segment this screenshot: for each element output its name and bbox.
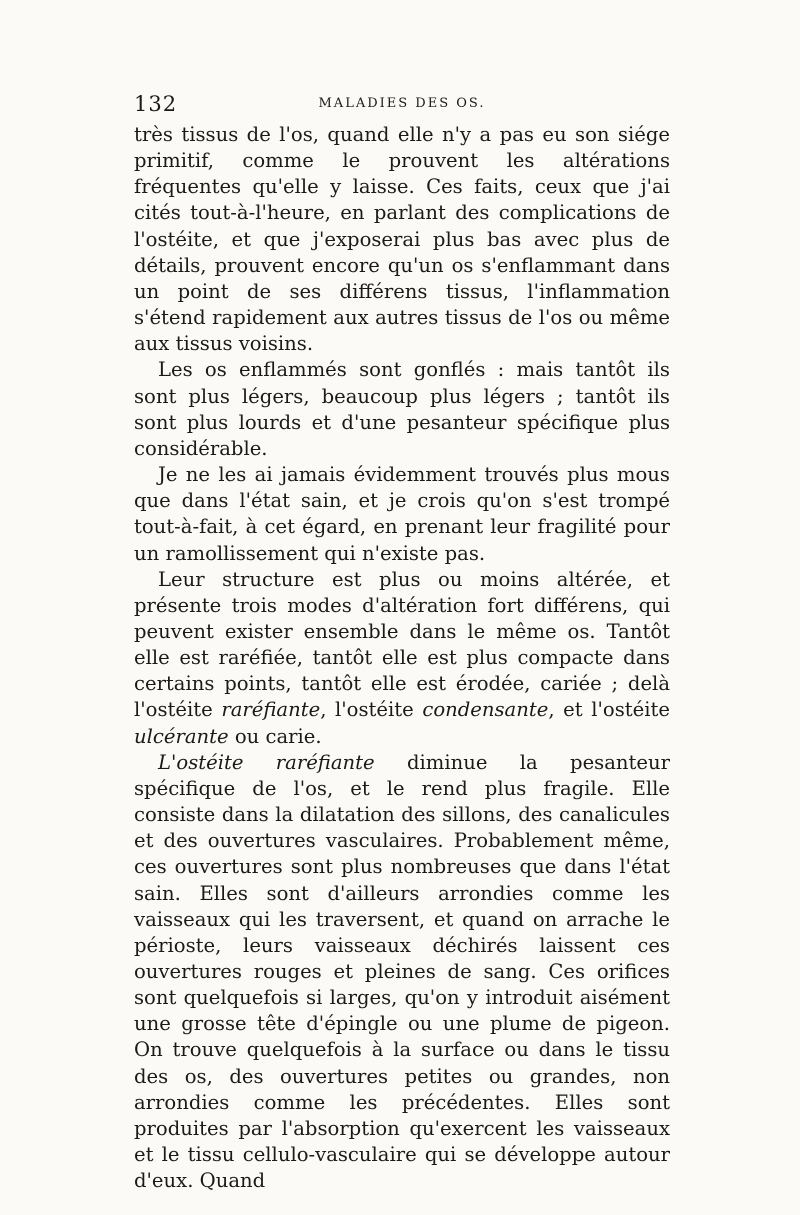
term-ulcerante: ulcérante <box>134 724 229 748</box>
paragraph-structure <box>134 567 670 750</box>
body-text <box>134 122 670 1194</box>
structure-text-part2: , l'ostéite <box>320 698 423 722</box>
paragraph-continuation: très tissus de l'os, quand elle n'y a pas eu son siége primitif, comme le prouvent les altérations fréquentes qu'elle y laisse. Ces faits, ceux que j'ai cités tout-à-l'heure, en parlant des complications de l'ostéite, et que j'exposerai plus bas avec plus de détails, prouvent encore qu'un os s'enflammant dans un point de ses différens tissus, l'inflammation s'étend rapidement aux autres tissus de l'os ou même aux tissus voisins. <box>134 123 670 356</box>
paragraph-softening: Je ne les ai jamais évidemment trouvés plus mous que dans l'état sain, et je crois qu'on s'est trompé tout-à-fait, à cet égard, en prenant leur fragilité pour un ramollissement qui n'existe pas. <box>134 463 670 565</box>
structure-text-part1: Leur structure est plus ou moins altérée, et présente trois modes d'altération fort différens, qui peuvent exister ensemble dans le même os. Tantôt elle est raréfiée, tantôt elle est plus compacte dans certains points, tantôt elle est érodée, cariée ; delà l'ostéite <box>134 567 670 722</box>
term-rarefiante: raréfiante <box>221 698 321 722</box>
structure-text-part4: ou carie. <box>228 724 322 748</box>
page-number: 132 <box>134 92 178 116</box>
structure-text-part3: , et l'ostéite <box>548 698 670 722</box>
running-head <box>134 92 670 116</box>
paragraph-swelling: Les os enflammés sont gonflés : mais tantôt ils sont plus légers, beaucoup plus légers ; tantôt ils sont plus lourds et d'une pesanteur spécifique plus considérable. <box>134 358 670 460</box>
section-lead-term: L'ostéite raréfiante <box>158 750 375 774</box>
paragraph-osteite-rarefiante <box>134 750 670 1195</box>
running-head-title: MALADIES DES OS. <box>318 96 486 111</box>
term-condensante: condensante <box>422 698 549 722</box>
rarefiante-text: diminue la pesanteur spécifique de l'os, et le rend plus fragile. Elle consiste dans la dilatation des sillons, des canalicules et des ouvertures vasculaires. Probablement même, ces ouvertures sont plus nombreuses que dans l'état sain. Elles sont d'ailleurs arrondies comme les vaisseaux qui les traversent, et quand on arrache le périoste, leurs vaisseaux déchirés laissent ces ouvertures rouges et pleines de sang. Ces orifices sont quelquefois si larges, qu'on y introduit aisément une grosse tête d'épingle ou une plume de pigeon. On trouve quelquefois à la surface ou dans le tissu des os, des ouvertures petites ou grandes, non arrondies comme les précédentes. Elles sont produites par l'absorption qu'exercent les vaisseaux et le tissu cellulo-vasculaire qui se développe autour d'eux. Quand <box>134 750 670 1193</box>
